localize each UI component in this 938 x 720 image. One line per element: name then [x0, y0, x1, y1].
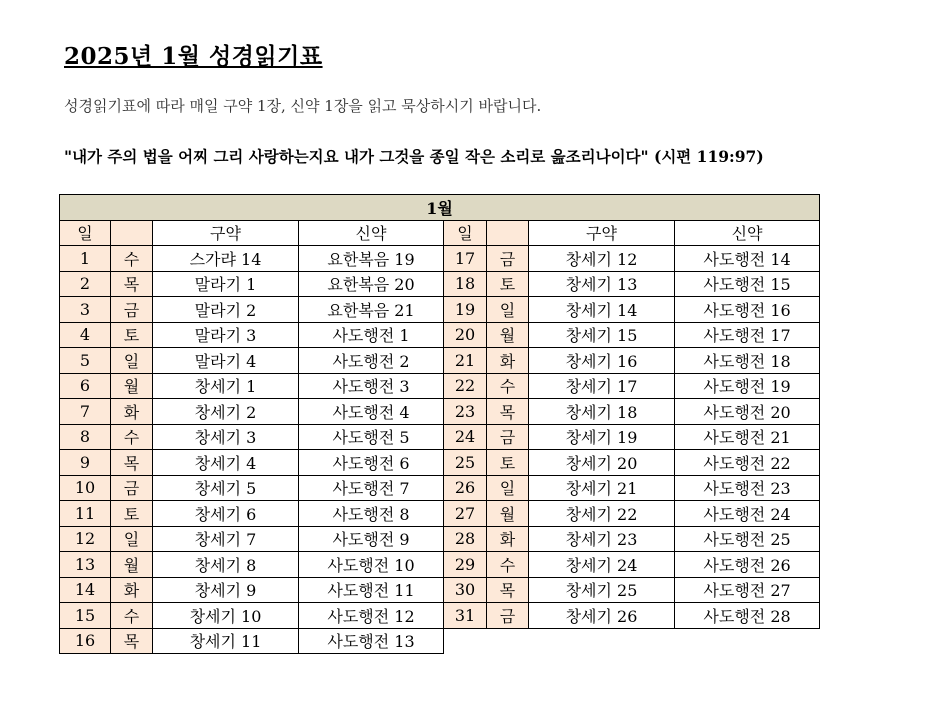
day-cell: 30 — [444, 577, 487, 603]
header-new-testament: 신약 — [675, 220, 820, 246]
table-row — [60, 526, 820, 552]
weekday-cell: 목 — [111, 271, 153, 297]
header-new-testament: 신약 — [299, 220, 444, 246]
day-cell: 1 — [60, 246, 111, 272]
new-testament-cell: 사도행전 11 — [299, 577, 444, 603]
column-header-row — [60, 220, 820, 246]
old-testament-cell: 창세기 19 — [529, 424, 675, 450]
weekday-cell: 금 — [111, 475, 153, 501]
weekday-cell: 수 — [111, 424, 153, 450]
new-testament-cell: 사도행전 26 — [675, 552, 820, 578]
new-testament-cell: 사도행전 9 — [299, 526, 444, 552]
old-testament-cell: 창세기 7 — [153, 526, 299, 552]
reading-plan-table — [59, 194, 820, 654]
weekday-cell: 수 — [111, 246, 153, 272]
table-row — [60, 271, 820, 297]
day-cell: 12 — [60, 526, 111, 552]
table-row — [60, 348, 820, 374]
day-cell: 20 — [444, 322, 487, 348]
weekday-cell: 금 — [487, 424, 529, 450]
table-row — [60, 399, 820, 425]
weekday-cell: 수 — [111, 603, 153, 629]
table-row — [60, 628, 820, 654]
old-testament-cell: 창세기 24 — [529, 552, 675, 578]
weekday-cell: 토 — [111, 322, 153, 348]
weekday-cell: 수 — [487, 552, 529, 578]
weekday-cell: 목 — [111, 450, 153, 476]
day-cell: 19 — [444, 297, 487, 323]
weekday-cell: 수 — [487, 373, 529, 399]
old-testament-cell: 창세기 21 — [529, 475, 675, 501]
weekday-cell: 일 — [487, 297, 529, 323]
old-testament-cell: 창세기 20 — [529, 450, 675, 476]
old-testament-cell: 말라기 2 — [153, 297, 299, 323]
weekday-cell: 화 — [111, 577, 153, 603]
day-cell: 15 — [60, 603, 111, 629]
weekday-cell: 월 — [111, 373, 153, 399]
day-cell: 17 — [444, 246, 487, 272]
old-testament-cell: 창세기 9 — [153, 577, 299, 603]
day-cell: 6 — [60, 373, 111, 399]
weekday-cell: 화 — [487, 348, 529, 374]
day-cell: 21 — [444, 348, 487, 374]
weekday-cell: 토 — [111, 501, 153, 527]
day-cell: 10 — [60, 475, 111, 501]
table-row — [60, 501, 820, 527]
new-testament-cell: 사도행전 12 — [299, 603, 444, 629]
new-testament-cell: 사도행전 7 — [299, 475, 444, 501]
day-cell: 29 — [444, 552, 487, 578]
header-old-testament: 구약 — [529, 220, 675, 246]
new-testament-cell: 사도행전 17 — [675, 322, 820, 348]
table-row — [60, 322, 820, 348]
page-title: 2025년 1월 성경읽기표 — [64, 43, 323, 70]
new-testament-cell: 사도행전 22 — [675, 450, 820, 476]
old-testament-cell: 창세기 2 — [153, 399, 299, 425]
header-day: 일 — [60, 220, 111, 246]
day-cell: 9 — [60, 450, 111, 476]
old-testament-cell: 창세기 10 — [153, 603, 299, 629]
new-testament-cell: 사도행전 25 — [675, 526, 820, 552]
weekday-cell: 화 — [111, 399, 153, 425]
new-testament-cell: 사도행전 18 — [675, 348, 820, 374]
header-day: 일 — [444, 220, 487, 246]
weekday-cell: 월 — [487, 322, 529, 348]
day-cell: 24 — [444, 424, 487, 450]
verse-quote: "내가 주의 법을 어찌 그리 사랑하는지요 내가 그것을 종일 작은 소리로 읊조리나이다" (시편 119:97) — [64, 147, 764, 166]
weekday-cell: 일 — [111, 348, 153, 374]
new-testament-cell: 요한복음 20 — [299, 271, 444, 297]
weekday-cell: 금 — [487, 246, 529, 272]
old-testament-cell: 창세기 12 — [529, 246, 675, 272]
old-testament-cell: 창세기 11 — [153, 628, 299, 654]
old-testament-cell: 창세기 23 — [529, 526, 675, 552]
new-testament-cell: 사도행전 19 — [675, 373, 820, 399]
day-cell: 3 — [60, 297, 111, 323]
day-cell: 14 — [60, 577, 111, 603]
old-testament-cell: 말라기 1 — [153, 271, 299, 297]
day-cell: 13 — [60, 552, 111, 578]
old-testament-cell: 창세기 4 — [153, 450, 299, 476]
weekday-cell: 금 — [111, 297, 153, 323]
table-row — [60, 246, 820, 272]
new-testament-cell: 사도행전 8 — [299, 501, 444, 527]
new-testament-cell: 사도행전 2 — [299, 348, 444, 374]
new-testament-cell: 사도행전 15 — [675, 271, 820, 297]
header-weekday — [111, 220, 153, 246]
new-testament-cell: 사도행전 20 — [675, 399, 820, 425]
weekday-cell: 토 — [487, 271, 529, 297]
table-row — [60, 475, 820, 501]
header-weekday — [487, 220, 529, 246]
new-testament-cell: 사도행전 5 — [299, 424, 444, 450]
new-testament-cell: 사도행전 13 — [299, 628, 444, 654]
new-testament-cell: 사도행전 23 — [675, 475, 820, 501]
new-testament-cell: 사도행전 6 — [299, 450, 444, 476]
day-cell: 8 — [60, 424, 111, 450]
table-row — [60, 603, 820, 629]
weekday-cell: 화 — [487, 526, 529, 552]
new-testament-cell: 사도행전 27 — [675, 577, 820, 603]
old-testament-cell: 창세기 8 — [153, 552, 299, 578]
table-row — [60, 424, 820, 450]
weekday-cell: 토 — [487, 450, 529, 476]
old-testament-cell: 창세기 6 — [153, 501, 299, 527]
new-testament-cell: 사도행전 3 — [299, 373, 444, 399]
table-row — [60, 450, 820, 476]
table-row — [60, 552, 820, 578]
month-header: 1월 — [60, 195, 820, 221]
table-row — [60, 297, 820, 323]
table-row — [60, 373, 820, 399]
old-testament-cell: 창세기 16 — [529, 348, 675, 374]
day-cell: 31 — [444, 603, 487, 629]
old-testament-cell: 창세기 25 — [529, 577, 675, 603]
new-testament-cell: 사도행전 4 — [299, 399, 444, 425]
day-cell: 5 — [60, 348, 111, 374]
new-testament-cell: 사도행전 1 — [299, 322, 444, 348]
new-testament-cell: 사도행전 28 — [675, 603, 820, 629]
old-testament-cell: 창세기 5 — [153, 475, 299, 501]
old-testament-cell: 창세기 15 — [529, 322, 675, 348]
weekday-cell: 목 — [487, 399, 529, 425]
old-testament-cell: 창세기 22 — [529, 501, 675, 527]
weekday-cell: 목 — [487, 577, 529, 603]
old-testament-cell: 창세기 3 — [153, 424, 299, 450]
old-testament-cell: 스가랴 14 — [153, 246, 299, 272]
weekday-cell: 목 — [111, 628, 153, 654]
table-row — [60, 577, 820, 603]
day-cell: 7 — [60, 399, 111, 425]
old-testament-cell: 창세기 14 — [529, 297, 675, 323]
old-testament-cell: 창세기 1 — [153, 373, 299, 399]
day-cell: 23 — [444, 399, 487, 425]
new-testament-cell: 사도행전 16 — [675, 297, 820, 323]
day-cell: 18 — [444, 271, 487, 297]
new-testament-cell: 요한복음 19 — [299, 246, 444, 272]
old-testament-cell: 말라기 3 — [153, 322, 299, 348]
old-testament-cell: 말라기 4 — [153, 348, 299, 374]
weekday-cell: 일 — [111, 526, 153, 552]
day-cell: 26 — [444, 475, 487, 501]
day-cell: 28 — [444, 526, 487, 552]
old-testament-cell: 창세기 17 — [529, 373, 675, 399]
weekday-cell: 월 — [487, 501, 529, 527]
weekday-cell: 월 — [111, 552, 153, 578]
old-testament-cell: 창세기 26 — [529, 603, 675, 629]
old-testament-cell: 창세기 18 — [529, 399, 675, 425]
intro-text: 성경읽기표에 따라 매일 구약 1장, 신약 1장을 읽고 묵상하시기 바랍니다. — [64, 97, 542, 115]
month-header-row — [60, 195, 820, 221]
day-cell: 22 — [444, 373, 487, 399]
weekday-cell: 금 — [487, 603, 529, 629]
weekday-cell: 일 — [487, 475, 529, 501]
new-testament-cell: 사도행전 14 — [675, 246, 820, 272]
new-testament-cell: 사도행전 21 — [675, 424, 820, 450]
day-cell: 11 — [60, 501, 111, 527]
old-testament-cell: 창세기 13 — [529, 271, 675, 297]
day-cell: 4 — [60, 322, 111, 348]
new-testament-cell: 사도행전 24 — [675, 501, 820, 527]
empty-cell — [444, 628, 820, 654]
new-testament-cell: 요한복음 21 — [299, 297, 444, 323]
header-old-testament: 구약 — [153, 220, 299, 246]
new-testament-cell: 사도행전 10 — [299, 552, 444, 578]
day-cell: 2 — [60, 271, 111, 297]
day-cell: 27 — [444, 501, 487, 527]
day-cell: 16 — [60, 628, 111, 654]
day-cell: 25 — [444, 450, 487, 476]
